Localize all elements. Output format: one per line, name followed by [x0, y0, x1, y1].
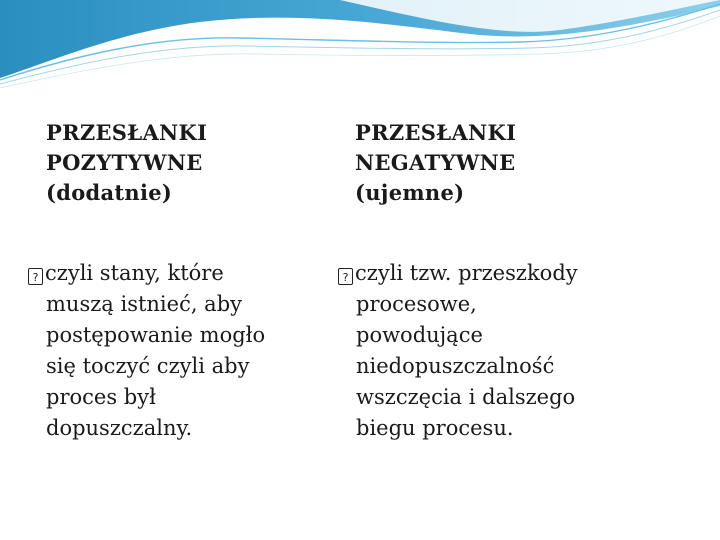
right-line-5: wszczęcia i dalszego: [356, 385, 576, 409]
missing-glyph-bullet-icon: ?: [28, 268, 43, 285]
right-bullet-first-line: [338, 258, 668, 289]
left-line-5: proces był: [46, 385, 156, 409]
right-heading-line-3: (ujemne): [355, 180, 465, 205]
right-line-1: czyli tzw. przeszkody: [355, 261, 578, 285]
left-line-6: dopuszczalny.: [46, 416, 193, 440]
left-line-2: muszą istnieć, aby: [46, 292, 243, 316]
left-heading-line-3: (dodatnie): [46, 180, 173, 205]
left-heading-block: [46, 118, 336, 208]
right-heading: [355, 118, 645, 208]
left-line-3: postępowanie mogło: [46, 323, 266, 347]
right-heading-line-1: PRZESŁANKI: [355, 120, 517, 145]
right-line-2: procesowe,: [356, 292, 477, 316]
right-line-6: biegu procesu.: [356, 416, 514, 440]
left-heading-line-2: POZYTYWNE: [46, 150, 203, 175]
missing-glyph-bullet-icon: ?: [338, 268, 353, 285]
right-line-3: powodujące: [356, 323, 483, 347]
left-heading: [46, 118, 336, 208]
left-bullet-first-line: [28, 258, 328, 289]
left-heading-line-1: PRZESŁANKI: [46, 120, 208, 145]
left-bullet-text: [28, 258, 328, 444]
right-bullet-text: [338, 258, 668, 444]
right-heading-line-2: NEGATYWNE: [355, 150, 516, 175]
header-wave-decoration: [0, 0, 720, 90]
right-heading-block: [355, 118, 645, 208]
left-line-1: czyli stany, które: [45, 261, 224, 285]
left-line-4: się toczyć czyli aby: [46, 354, 250, 378]
right-line-4: niedopuszczalność: [356, 354, 555, 378]
